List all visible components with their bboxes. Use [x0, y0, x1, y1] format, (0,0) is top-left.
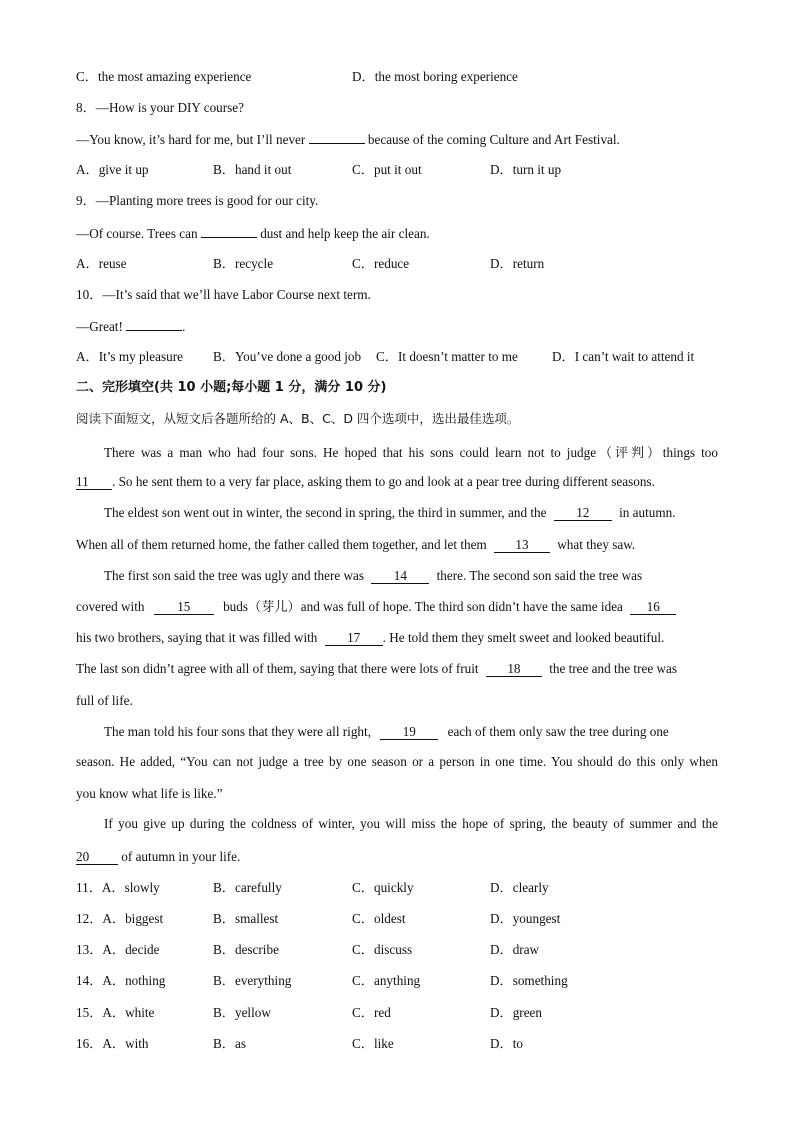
q10-answer-blank	[126, 317, 182, 331]
passage-p3-line4-a: The last son didn’t agree with all of them, saying that there were lots of fruit	[76, 661, 479, 676]
q9-line2-a: —Of course. Trees can	[76, 226, 198, 241]
passage-p1-line2	[76, 473, 655, 491]
blank-12: 12	[554, 506, 612, 521]
q9-option-c: C．reduce	[352, 256, 410, 271]
q8-option-b: B．hand it out	[213, 162, 292, 177]
option-row-16-b: B．as	[213, 1036, 246, 1051]
q8-line2-b: because of the coming Culture and Art Festival.	[367, 132, 620, 147]
blank-13: 13	[494, 538, 550, 553]
option-row-12-c: C．oldest	[352, 911, 406, 926]
passage-p3-line3-a: his two brothers, saying that it was filled with	[76, 630, 318, 645]
option-row-11-b: B．carefully	[213, 880, 282, 895]
passage-p2-line1	[104, 504, 676, 522]
q10-option-c: C．It doesn’t matter to me	[376, 349, 518, 364]
q8-line2-a: —You know, it’s hard for me, but I’ll never	[76, 132, 306, 147]
passage-p4-line1-a: The man told his four sons that they were all right,	[104, 724, 371, 739]
passage-p2-line2	[76, 536, 635, 554]
passage-p3-line4	[76, 660, 677, 678]
q8-option-c: C．put it out	[352, 162, 422, 177]
q8-line2	[76, 130, 620, 149]
blank-16: 16	[630, 600, 676, 615]
q9-option-a: A．reuse	[76, 256, 127, 271]
option-row-13-c: C．discuss	[352, 942, 413, 957]
blank-11: 11	[76, 475, 112, 490]
q8-answer-blank	[309, 130, 365, 144]
q10-option-a: A．It’s my pleasure	[76, 349, 183, 364]
passage-p4-line3: you know what life is like.”	[76, 786, 223, 801]
passage-p2-line1-b: in autumn.	[619, 505, 676, 520]
passage-p3-line2-b: buds（芽儿）and was full of hope. The third son didn’t have the same idea	[223, 599, 623, 614]
option-row-11-d: D．clearly	[490, 880, 549, 895]
passage-p2-line2-b: what they saw.	[557, 537, 636, 552]
passage-p1-line1: There was a man who had four sons. He hoped that his sons could learn not to judge（评判）things too	[104, 445, 718, 460]
q9-line2-b: dust and help keep the air clean.	[260, 226, 430, 241]
q10-line2-b: .	[182, 319, 186, 334]
option-row-13-n: 13．A．decide	[76, 942, 160, 957]
passage-p3-line2-a: covered with	[76, 599, 145, 614]
option-row-14-n: 14．A．nothing	[76, 973, 166, 988]
q9-line2	[76, 224, 430, 243]
passage-p4-line1-b: each of them only saw the tree during one	[447, 724, 669, 739]
option-row-13-b: B．describe	[213, 942, 279, 957]
blank-20: 20	[76, 850, 118, 865]
passage-p3-line1-a: The first son said the tree was ugly and there was	[104, 568, 365, 583]
q9-answer-blank	[201, 224, 257, 238]
q10-option-d: D．I can’t wait to attend it	[552, 349, 695, 364]
passage-p5-line2	[76, 848, 240, 866]
passage-p2-line2-a: When all of them returned home, the father called them together, and let them	[76, 537, 487, 552]
option-row-12-d: D．youngest	[490, 911, 561, 926]
q8-option-d: D．turn it up	[490, 162, 562, 177]
passage-p5-line1: If you give up during the coldness of winter, you will miss the hope of spring, the beauty of summer and the	[104, 816, 718, 831]
q10-option-b: B．You’ve done a good job	[213, 349, 362, 364]
section-heading: 二、完形填空(共 10 小题;每小题 1 分，满分 10 分)	[76, 380, 387, 395]
passage-p3-line3-b: . He told them they smelt sweet and looked beautiful.	[382, 630, 665, 645]
q9-option-b: B．recycle	[213, 256, 274, 271]
passage-p2-line1-a: The eldest son went out in winter, the second in spring, the third in summer, and the	[104, 505, 547, 520]
q9-option-d: D．return	[490, 256, 545, 271]
passage-p3-line2	[76, 598, 676, 616]
blank-14: 14	[371, 569, 429, 584]
q10-line2-a: —Great!	[76, 319, 123, 334]
blank-17: 17	[325, 631, 383, 646]
option-row-15-d: D．green	[490, 1005, 542, 1020]
option-row-13-d: D．draw	[490, 942, 540, 957]
q10-line2	[76, 317, 185, 336]
option-row-16-c: C．like	[352, 1036, 394, 1051]
passage-p3-line1-b: there. The second son said the tree was	[436, 568, 643, 583]
option-row-12-n: 12．A．biggest	[76, 911, 164, 926]
q8-stem: 8．—How is your DIY course?	[76, 100, 244, 115]
option-row-14-c: C．anything	[352, 973, 421, 988]
passage-p5-line2-text: of autumn in your life.	[121, 849, 241, 864]
option-row-14-b: B．everything	[213, 973, 292, 988]
q8-option-a: A．give it up	[76, 162, 149, 177]
option-row-16-d: D．to	[490, 1036, 523, 1051]
option-row-14-d: D．something	[490, 973, 568, 988]
option-row-15-b: B．yellow	[213, 1005, 271, 1020]
q7-option-c: C．the most amazing experience	[76, 69, 252, 84]
blank-18: 18	[486, 662, 542, 677]
option-row-11-n: 11．A．slowly	[76, 880, 160, 895]
passage-p3-line3	[76, 629, 664, 647]
passage-p3-line1	[104, 567, 642, 585]
q9-stem: 9．—Planting more trees is good for our city.	[76, 193, 319, 208]
passage-p3-line4-b: the tree and the tree was	[549, 661, 677, 676]
passage-p4-line2: season. He added, “You can not judge a tree by one season or a person in one time. You should do this only when	[76, 754, 718, 769]
option-row-15-c: C．red	[352, 1005, 391, 1020]
passage-p3-line5: full of life.	[76, 693, 133, 708]
option-row-11-c: C．quickly	[352, 880, 414, 895]
blank-15: 15	[154, 600, 214, 615]
passage-p1-line2-text: . So he sent them to a very far place, asking them to go and look at a pear tree during different seasons.	[112, 474, 655, 489]
q10-stem: 10．—It’s said that we’ll have Labor Course next term.	[76, 287, 371, 302]
passage-p4-line1	[104, 723, 669, 741]
blank-19: 19	[380, 725, 438, 740]
section-instruction: 阅读下面短文，从短文后各题所给的 A、B、C、D 四个选项中，选出最佳选项。	[76, 411, 520, 426]
option-row-15-n: 15．A．white	[76, 1005, 155, 1020]
q7-option-d: D．the most boring experience	[352, 69, 518, 84]
option-row-12-b: B．smallest	[213, 911, 279, 926]
option-row-16-n: 16．A．with	[76, 1036, 149, 1051]
